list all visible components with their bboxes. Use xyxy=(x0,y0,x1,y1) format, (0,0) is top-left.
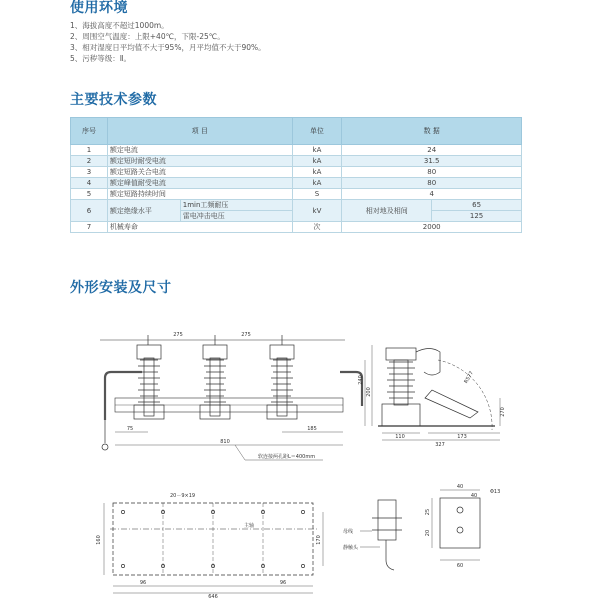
dim-side-5: 240 xyxy=(358,375,364,385)
dim-front-3: 75 xyxy=(126,426,134,432)
row-no: 7 xyxy=(71,222,108,233)
row-unit: S xyxy=(292,189,342,200)
row-scope: 相对地及相间 xyxy=(342,200,432,222)
env-item-2: 2、周围空气温度：上限+40℃，下限-25℃。 xyxy=(70,32,225,41)
header-value: 数 据 xyxy=(342,118,522,145)
insulator-1 xyxy=(134,345,164,419)
dim-plan-1: 96 xyxy=(139,580,147,586)
front-view-drawing xyxy=(100,335,362,460)
row-no: 4 xyxy=(71,178,108,189)
dim-side-6: 270 xyxy=(500,407,506,417)
row-unit: kA xyxy=(292,145,342,156)
detail-hole: Φ13 xyxy=(490,489,501,495)
dim-side-7: R577 xyxy=(463,370,475,385)
plan-axis: 主轴 xyxy=(244,523,255,529)
dim-front-4: 810 xyxy=(220,439,230,445)
row-item: 机械寿命 xyxy=(107,222,292,233)
detail-label-2: 静触头 xyxy=(343,545,359,551)
row-unit: kV xyxy=(292,200,342,222)
env-item-5: 5、污秽等级：Ⅱ。 xyxy=(70,54,131,63)
row-subitem: 雷电冲击电压 xyxy=(180,211,292,222)
section-title-environment: 使用环境 xyxy=(70,0,128,16)
row-value: 80 xyxy=(342,178,522,189)
row-no: 2 xyxy=(71,156,108,167)
dim-plan-3: 646 xyxy=(208,594,218,600)
row-item: 额定电流 xyxy=(107,145,292,156)
dim-detail-2: 40 xyxy=(470,493,478,499)
insulator-3 xyxy=(267,345,297,419)
row-unit: kA xyxy=(292,167,342,178)
dim-front-5: 185 xyxy=(307,426,317,432)
detail-label-1: 母线 xyxy=(343,529,354,535)
dim-plan-4: 160 xyxy=(96,535,102,545)
dim-side-2: 173 xyxy=(457,434,467,440)
row-value: 65 xyxy=(432,200,522,211)
row-value: 24 xyxy=(342,145,522,156)
dim-side-1: 110 xyxy=(395,434,405,440)
row-value: 4 xyxy=(342,189,522,200)
header-unit: 单位 xyxy=(292,118,342,145)
dim-plan-2: 96 xyxy=(279,580,287,586)
section-title-dimensions: 外形安装及尺寸 xyxy=(70,280,172,296)
dim-side-4: 200 xyxy=(366,387,372,397)
row-no: 5 xyxy=(71,189,108,200)
header-item: 项 目 xyxy=(107,118,292,145)
plan-view-drawing xyxy=(104,503,323,593)
front-note: 软连接两孔距L＝400mm xyxy=(258,454,316,460)
row-item: 额定短时耐受电流 xyxy=(107,156,292,167)
dim-front-1: 275 xyxy=(173,332,183,338)
row-unit: 次 xyxy=(292,222,342,233)
row-value: 125 xyxy=(432,211,522,222)
dim-detail-4: 25 xyxy=(425,508,431,516)
detail-view-drawing xyxy=(360,490,480,570)
row-no: 3 xyxy=(71,167,108,178)
row-value: 2000 xyxy=(342,222,522,233)
row-item: 额定短路持续时间 xyxy=(107,189,292,200)
row-subitem: 1min工频耐压 xyxy=(180,200,292,211)
row-unit: kA xyxy=(292,156,342,167)
dim-front-2: 275 xyxy=(241,332,251,338)
insulator-2 xyxy=(200,345,230,419)
row-item: 额定峰值耐受电流 xyxy=(107,178,292,189)
plan-holes: 20－9×19 xyxy=(170,493,196,499)
dim-detail-5: 20 xyxy=(425,529,431,537)
env-item-1: 1、海拔高度不超过1000m。 xyxy=(70,21,169,30)
dim-detail-1: 40 xyxy=(456,484,464,490)
section-title-specs: 主要技术参数 xyxy=(70,92,157,108)
row-no: 1 xyxy=(71,145,108,156)
row-item: 额定绝缘水平 xyxy=(107,200,180,222)
dim-side-3: 327 xyxy=(435,442,445,448)
row-value: 31.5 xyxy=(342,156,522,167)
row-no: 6 xyxy=(71,200,108,222)
row-value: 80 xyxy=(342,167,522,178)
dim-detail-3: 60 xyxy=(456,563,464,569)
env-item-3: 3、相对湿度日平均值不大于95%，月平均值不大于90%。 xyxy=(70,43,266,52)
dim-plan-5: 170 xyxy=(316,535,322,545)
row-unit: kA xyxy=(292,178,342,189)
row-item: 额定短路关合电流 xyxy=(107,167,292,178)
header-no: 序号 xyxy=(71,118,108,145)
side-view-drawing xyxy=(365,345,500,440)
